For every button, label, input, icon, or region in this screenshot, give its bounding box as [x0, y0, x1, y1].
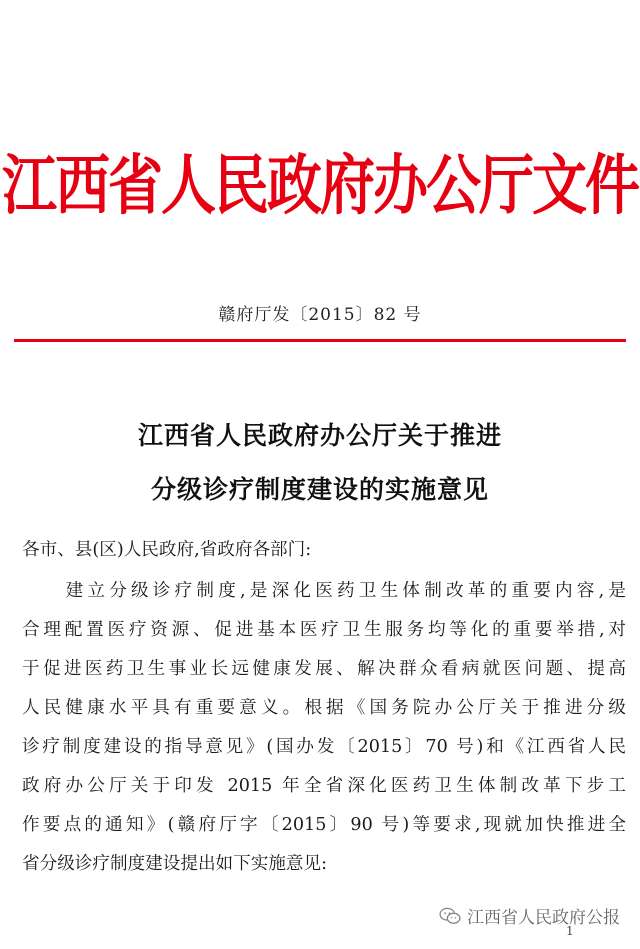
body-line: 建立分级诊疗制度,是深化医药卫生体制改革的重要内容,是 — [22, 581, 626, 601]
body-line: 诊疗制度建设的指导意见》(国办发〔2015〕70 号)和《江西省人民 — [22, 737, 626, 757]
wechat-watermark — [439, 903, 620, 928]
body-line: 省分级诊疗制度建设提出如下实施意见: — [22, 854, 328, 874]
body-line: 人民健康水平具有重要意义。根据《国务院办公厅关于推进分级 — [22, 698, 626, 718]
red-divider-line — [14, 339, 626, 342]
page-number: 1 — [566, 924, 574, 938]
salutation: 各市、县(区)人民政府,省政府各部门: — [22, 540, 312, 560]
body-line: 于促进医药卫生事业长远健康发展、解决群众看病就医问题、提高 — [22, 659, 626, 679]
wechat-icon — [439, 907, 461, 925]
body-line: 政府办公厅关于印发 2015 年全省深化医药卫生体制改革下步工 — [22, 776, 626, 796]
body-line: 合理配置医疗资源、促进基本医疗卫生服务均等化的重要举措,对 — [22, 620, 626, 640]
document-title-line-2: 分级诊疗制度建设的实施意见 — [150, 475, 489, 504]
document-title-line-1: 江西省人民政府办公厅关于推进 — [137, 421, 502, 450]
document-header-title: 江西省人民政府办公厅文件 — [1, 147, 638, 223]
document-number: 赣府厅发〔2015〕82 号 — [218, 305, 422, 325]
body-line: 作要点的通知》(赣府厅字〔2015〕90 号)等要求,现就加快推进全 — [22, 815, 626, 835]
watermark-text: 江西省人民政府公报 — [467, 908, 620, 928]
